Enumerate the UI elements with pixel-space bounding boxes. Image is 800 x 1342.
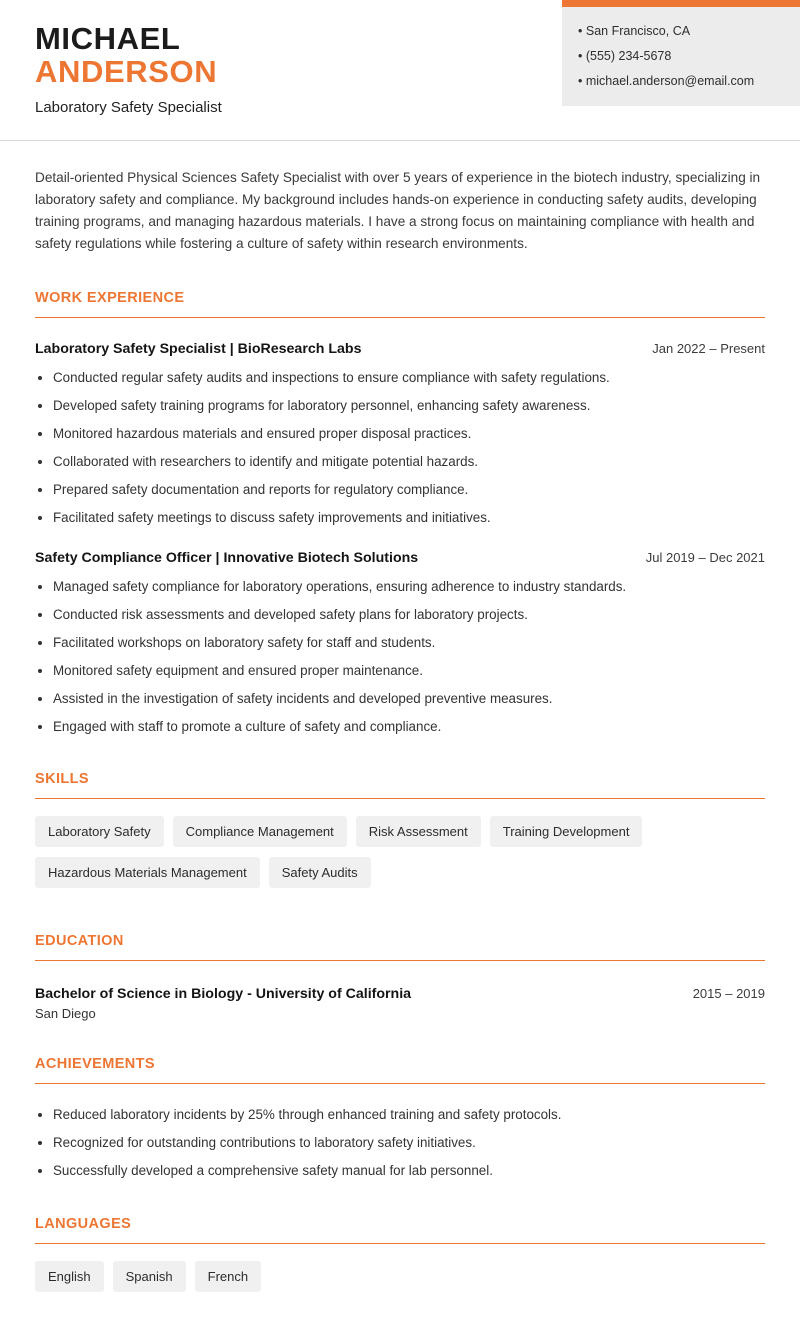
resume-body bbox=[0, 167, 800, 1342]
job-header-row bbox=[35, 550, 765, 566]
section-heading-education: EDUCATION bbox=[35, 933, 765, 961]
language-tag: French bbox=[195, 1261, 261, 1292]
first-name: MICHAEL bbox=[35, 21, 181, 56]
achievement-bullet: • Successfully developed a comprehensive safety manual for lab personnel. bbox=[53, 1161, 765, 1180]
language-tag: English bbox=[35, 1261, 104, 1292]
languages-tag-list bbox=[35, 1261, 765, 1302]
education-entry bbox=[35, 986, 765, 1021]
contact-phone: • (555) 234-5678 bbox=[578, 43, 788, 68]
job-bullet-list bbox=[35, 577, 765, 736]
job-title: Laboratory Safety Specialist | BioResearch Labs bbox=[35, 341, 362, 358]
section-heading-achievements: ACHIEVEMENTS bbox=[35, 1056, 765, 1084]
education-degree: Bachelor of Science in Biology - University of California bbox=[35, 986, 412, 1003]
job-entry bbox=[35, 341, 765, 527]
section-achievements bbox=[35, 1056, 765, 1180]
section-heading-languages: LANGUAGES bbox=[35, 1216, 765, 1244]
job-bullet: • Developed safety training programs for laboratory personnel, enhancing safety awareness. bbox=[53, 396, 765, 415]
last-name: ANDERSON bbox=[35, 53, 218, 89]
job-dates: Jul 2019 – Dec 2021 bbox=[645, 550, 765, 566]
job-dates: Jan 2022 – Present bbox=[652, 341, 765, 357]
contact-accent-bar bbox=[562, 0, 800, 7]
job-bullet: • Monitored safety equipment and ensured proper maintenance. bbox=[53, 661, 765, 680]
contact-list bbox=[578, 18, 788, 93]
job-bullet: • Conducted regular safety audits and inspections to ensure compliance with safety regulations. bbox=[53, 368, 765, 387]
job-bullet: • Facilitated workshops on laboratory safety for staff and students. bbox=[53, 633, 765, 652]
skill-tag: Safety Audits bbox=[269, 857, 371, 888]
contact-box bbox=[562, 7, 800, 106]
education-dates: 2015 – 2019 bbox=[692, 986, 765, 1002]
achievement-bullet: • Recognized for outstanding contributions to laboratory safety initiatives. bbox=[53, 1133, 765, 1152]
job-entry bbox=[35, 550, 765, 736]
section-education bbox=[35, 933, 765, 1021]
job-bullet: • Monitored hazardous materials and ensured proper disposal practices. bbox=[53, 424, 765, 443]
language-tag: Spanish bbox=[113, 1261, 186, 1292]
job-bullet: • Conducted risk assessments and developed safety plans for laboratory projects. bbox=[53, 605, 765, 624]
section-work-experience bbox=[35, 290, 765, 736]
section-heading-skills: SKILLS bbox=[35, 771, 765, 799]
skill-tag: Compliance Management bbox=[173, 816, 347, 847]
job-bullet-list bbox=[35, 368, 765, 527]
skills-tag-list bbox=[35, 816, 765, 898]
job-bullet: • Engaged with staff to promote a culture of safety and compliance. bbox=[53, 717, 765, 736]
contact-email: • michael.anderson@email.com bbox=[578, 68, 788, 93]
achievements-list bbox=[35, 1105, 765, 1180]
header bbox=[0, 0, 800, 141]
job-bullet: • Facilitated safety meetings to discuss safety improvements and initiatives. bbox=[53, 508, 765, 527]
summary-paragraph: Detail-oriented Physical Sciences Safety Specialist with over 5 years of experience in the biotech industry, specializing in laboratory safety and compliance. My background includes hands-on experience in conducting safety audits, developing training programs, and managing hazardous materials. I have a strong focus on maintaining compliance with health and safety regulations while fostering a culture of safety within research environments. bbox=[35, 170, 761, 252]
contact-location: • San Francisco, CA bbox=[578, 18, 788, 43]
skill-tag: Hazardous Materials Management bbox=[35, 857, 260, 888]
section-heading-work-experience: WORK EXPERIENCE bbox=[35, 290, 765, 318]
job-bullet: • Managed safety compliance for laboratory operations, ensuring adherence to industry standards. bbox=[53, 577, 765, 596]
section-languages bbox=[35, 1216, 765, 1302]
skill-tag: Risk Assessment bbox=[356, 816, 481, 847]
education-location: San Diego bbox=[35, 1006, 96, 1022]
job-header-row bbox=[35, 341, 765, 357]
job-title: Safety Compliance Officer | Innovative Biotech Solutions bbox=[35, 550, 419, 567]
education-header-row bbox=[35, 986, 765, 1002]
skill-tag: Laboratory Safety bbox=[35, 816, 164, 847]
job-bullet: • Prepared safety documentation and reports for regulatory compliance. bbox=[53, 480, 765, 499]
job-bullet: • Assisted in the investigation of safety incidents and developed preventive measures. bbox=[53, 689, 765, 708]
header-job-title: Laboratory Safety Specialist bbox=[35, 99, 222, 117]
job-bullet: • Collaborated with researchers to identify and mitigate potential hazards. bbox=[53, 452, 765, 471]
achievement-bullet: • Reduced laboratory incidents by 25% through enhanced training and safety protocols. bbox=[53, 1105, 765, 1124]
skill-tag: Training Development bbox=[490, 816, 643, 847]
contact-card bbox=[562, 0, 800, 106]
section-skills bbox=[35, 771, 765, 898]
